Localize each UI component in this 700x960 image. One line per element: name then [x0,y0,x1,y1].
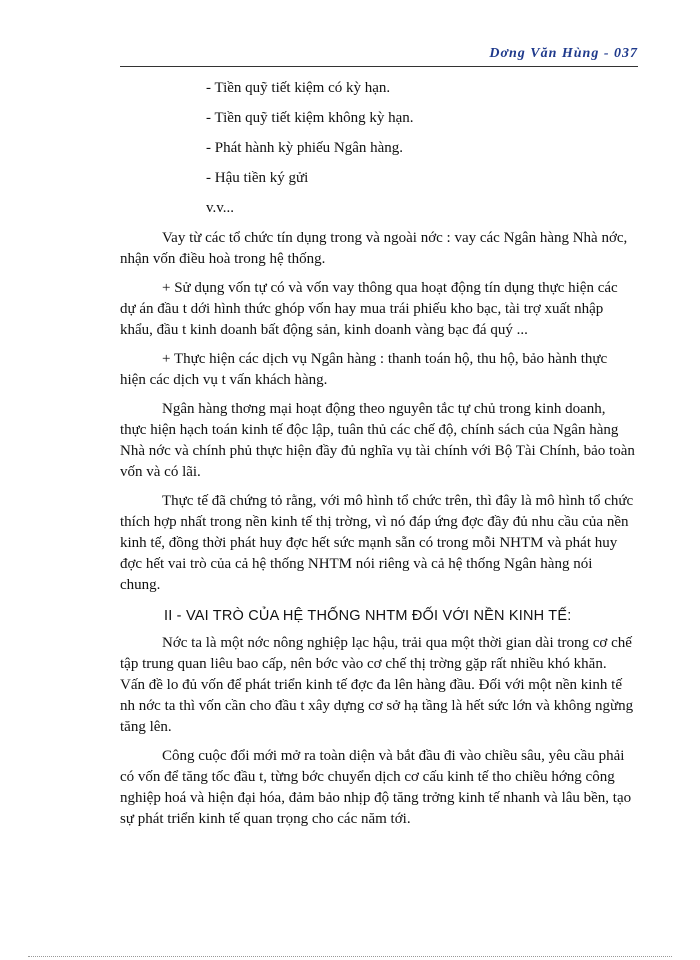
paragraph: Nớc ta là một nớc nông nghiệp lạc hậu, trải qua một thời gian dài trong cơ chế tập trung quan liêu bao cấp, nên bớc vào cơ chế thị trờng gặp rất nhiều khó khăn. Vấn đề lo đủ vốn để phát triển kinh tế đợc đa lên hàng đầu. Đối với một nền kinh tế nh nớc ta thì vốn cần cho đầu t xây dựng cơ sở hạ tầng là hết sức lớn và không ngừng tăng lên. [120,635,634,735]
list-item: v.v... [206,200,235,216]
paragraph: Ngân hàng thơng mại hoạt động theo nguyên tắc tự chủ trong kinh doanh, thực hiện hạch toán kinh tế độc lập, tuân thủ các chế độ, chính sách của Ngân hàng Nhà nớc và chính phủ thực hiện đầy đủ nghĩa vụ tài chính với Bộ Tài Chính, bảo toàn vốn và có lãi. [120,401,635,480]
paragraph: Vay từ các tổ chức tín dụng trong và ngoài nớc : vay các Ngân hàng Nhà nớc, nhận vốn điều hoà trong hệ thống. [120,230,628,267]
paragraph: Thực tế đã chứng tỏ rằng, với mô hình tổ chức trên, thì đây là mô hình tổ chức thích hợp nhất trong nền kinh tế thị trờng, vì nó đáp ứng đợc đầy đủ nhu cầu của nền kinh tế, đồng thời phát huy đợc hết sức mạnh sẵn có trong mỗi NHTM và phát huy đợc hết vai trò của cả hệ thống NHTM nói riêng và cả hệ thống Ngân hàng nói chung. [120,493,634,593]
page-header [120,44,638,67]
paragraph: + Sử dụng vốn tự có và vốn vay thông qua hoạt động tín dụng thực hiện các dự án đầu t dới hình thức ghóp vốn hay mua trái phiếu kho bạc, tài trợ xuất nhập khẩu, đầu t kinh doanh bất động sản, kinh doanh vàng bạc đá quý ... [120,280,618,338]
paragraph: + Thực hiện các dịch vụ Ngân hàng : thanh toán hộ, thu hộ, bảo hành thực hiện các dịch vụ t vấn khách hàng. [120,351,608,388]
author-label: Dơng Văn Hùng - 037 [489,46,638,61]
paragraph: Công cuộc đổi mới mở ra toàn diện và bắt đầu đi vào chiều sâu, yêu cầu phải có vốn để tăng tốc đầu t, từng bớc chuyển dịch cơ cấu kinh tế tho chiều hớng công nghiệp hoá và hiện đại hóa, đảm bảo nhịp độ tăng trởng kinh tế nhanh và lâu bền, tạo sự phát triển kinh tế quan trọng cho các năm tới. [120,748,632,827]
list-item: - Phát hành kỳ phiếu Ngân hàng. [206,140,404,156]
list-item: - Tiền quỹ tiết kiệm có kỳ hạn. [206,80,391,96]
document-body [120,78,635,838]
list-item: - Tiền quỹ tiết kiệm không kỳ hạn. [206,110,414,126]
section-heading: II - VAI TRÒ CỦA HỆ THỐNG NHTM ĐỐI VỚI NỀN KINH TẾ: [164,608,572,624]
deposit-list [120,78,635,219]
list-item: - Hậu tiền ký gửi [206,170,309,186]
page-bottom-rule [28,956,672,957]
